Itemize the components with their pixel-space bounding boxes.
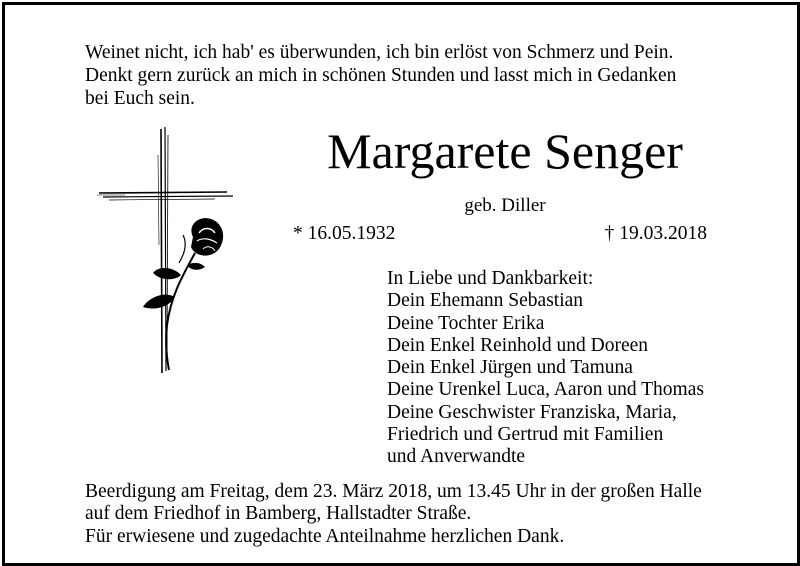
funeral-notice: [85, 481, 765, 548]
obituary-frame: [2, 2, 800, 566]
deceased-name: Margarete Senger: [327, 123, 683, 179]
mourners-line: Deine Urenkel Luca, Aaron und Thomas: [387, 379, 704, 401]
mourners-line: und Anverwandte: [387, 446, 526, 468]
funeral-line: Beerdigung am Freitag, dem 23. März 2018, um 13.45 Uhr in der großen Halle: [85, 481, 702, 502]
mourners-line: Dein Enkel Reinhold und Doreen: [387, 334, 649, 356]
poem: [85, 41, 725, 110]
mourners-line: In Liebe und Dankbarkeit:: [387, 268, 594, 289]
maiden-name: geb. Diller: [464, 195, 546, 216]
mourners-line: Dein Enkel Jürgen und Tamuna: [387, 357, 633, 379]
rose-icon: [95, 125, 245, 375]
poem-line: bei Euch sein.: [85, 88, 195, 109]
death-date: † 19.03.2018: [604, 223, 707, 244]
mourners-line: Friedrich und Gertrud mit Familien: [387, 424, 664, 446]
poem-line: Weinet nicht, ich hab' es überwunden, ich bin erlöst von Schmerz und Pein.: [85, 42, 674, 63]
poem-line: Denkt gern zurück an mich in schönen Stunden und lasst mich in Gedanken: [85, 65, 677, 86]
cross-rose-emblem: [95, 125, 245, 375]
mourners-line: Deine Tochter Erika: [387, 312, 545, 334]
funeral-line: auf dem Friedhof in Bamberg, Hallstadter Straße.: [85, 503, 472, 525]
birth-date: * 16.05.1932: [293, 223, 396, 244]
mourners-line: Deine Geschwister Franziska, Maria,: [387, 401, 677, 423]
funeral-line: Für erwiesene und zugedachte Anteilnahme herzlichen Dank.: [85, 525, 565, 547]
mourners-list: [387, 268, 767, 469]
mourners-line: Dein Ehemann Sebastian: [387, 290, 584, 312]
